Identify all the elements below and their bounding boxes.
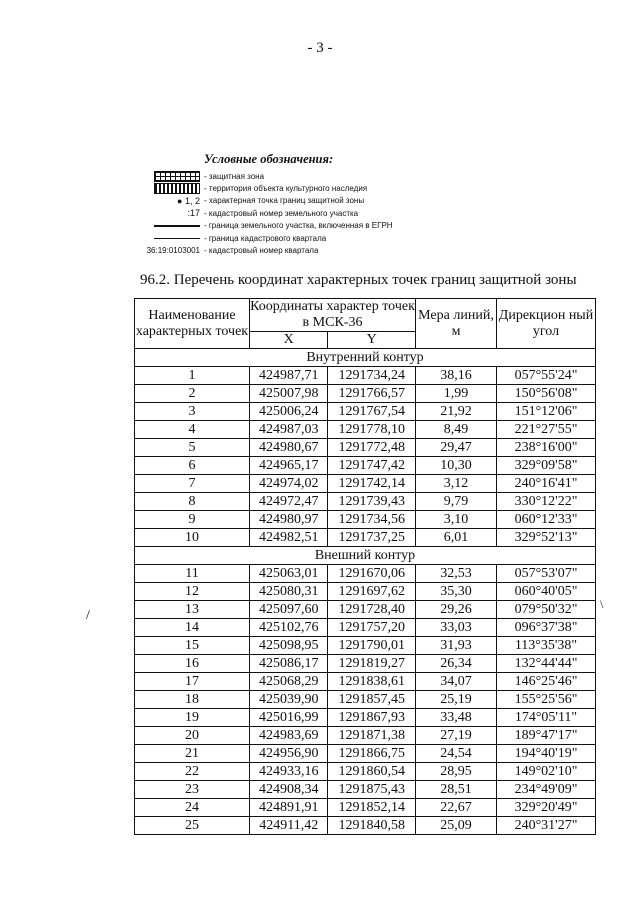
direction-angle-cell: 329°52'13" (497, 529, 596, 547)
y-coordinate-cell: 1291838,61 (328, 673, 416, 691)
table-row (135, 799, 596, 817)
point-number-cell: 14 (135, 619, 250, 637)
point-number-cell: 9 (135, 511, 250, 529)
legend-item-text: - граница кадастрового квартала (204, 233, 327, 243)
x-coordinate-cell: 424974,02 (250, 475, 328, 493)
y-coordinate-cell: 1291875,43 (328, 781, 416, 799)
direction-angle-cell: 057°55'24" (497, 367, 596, 385)
section-row (135, 547, 596, 565)
point-number-cell: 25 (135, 817, 250, 835)
x-coordinate-cell: 424983,69 (250, 727, 328, 745)
line-measure-cell: 35,30 (416, 583, 497, 601)
point-number-cell: 6 (135, 457, 250, 475)
line-measure-cell: 21,92 (416, 403, 497, 421)
line-measure-cell: 31,93 (416, 637, 497, 655)
legend-item-text: - граница земельного участка, включенная в ЕГРН (204, 221, 393, 231)
parcel-number-symbol: :17 (187, 208, 200, 219)
point-number-cell: 24 (135, 799, 250, 817)
table-row (135, 529, 596, 547)
table-row (135, 763, 596, 781)
legend-item (140, 195, 460, 207)
y-coordinate-cell: 1291860,54 (328, 763, 416, 781)
x-coordinate-cell: 425063,01 (250, 565, 328, 583)
direction-angle-cell: 096°37'38" (497, 619, 596, 637)
x-coordinate-cell: 425006,24 (250, 403, 328, 421)
legend-title: Условные обозначения: (204, 152, 334, 166)
table-row (135, 601, 596, 619)
y-coordinate-cell: 1291857,45 (328, 691, 416, 709)
header-point-name: Наименование характерных точек (135, 299, 250, 349)
y-coordinate-cell: 1291670,06 (328, 565, 416, 583)
direction-angle-cell: 113°35'38" (497, 637, 596, 655)
x-coordinate-cell: 424956,90 (250, 745, 328, 763)
table-row (135, 565, 596, 583)
point-number-cell: 2 (135, 385, 250, 403)
table-row (135, 475, 596, 493)
direction-angle-cell: 221°27'55" (497, 421, 596, 439)
direction-angle-cell: 238°16'00" (497, 439, 596, 457)
direction-angle-cell: 240°31'27" (497, 817, 596, 835)
line-measure-cell: 28,95 (416, 763, 497, 781)
x-coordinate-cell: 424980,67 (250, 439, 328, 457)
y-coordinate-cell: 1291757,20 (328, 619, 416, 637)
y-coordinate-cell: 1291819,27 (328, 655, 416, 673)
x-coordinate-cell: 424965,17 (250, 457, 328, 475)
point-number-cell: 19 (135, 709, 250, 727)
point-number-cell: 11 (135, 565, 250, 583)
direction-angle-cell: 079°50'32" (497, 601, 596, 619)
legend (140, 152, 460, 257)
x-coordinate-cell: 424987,71 (250, 367, 328, 385)
y-coordinate-cell: 1291772,48 (328, 439, 416, 457)
line-measure-cell: 26,34 (416, 655, 497, 673)
direction-angle-cell: 240°16'41" (497, 475, 596, 493)
x-coordinate-cell: 425098,95 (250, 637, 328, 655)
point-number-cell: 16 (135, 655, 250, 673)
quarter-number-symbol: 36:19:0103001 (146, 246, 200, 256)
direction-angle-cell: 155°25'56" (497, 691, 596, 709)
point-number-cell: 1 (135, 367, 250, 385)
point-number-cell: 5 (135, 439, 250, 457)
direction-angle-cell: 150°56'08" (497, 385, 596, 403)
table-row (135, 781, 596, 799)
point-number-cell: 21 (135, 745, 250, 763)
legend-item-text: - кадастровый номер земельного участка (204, 208, 359, 218)
line-measure-cell: 1,99 (416, 385, 497, 403)
line-measure-cell: 32,53 (416, 565, 497, 583)
x-coordinate-cell: 425097,60 (250, 601, 328, 619)
direction-angle-cell: 132°44'44" (497, 655, 596, 673)
header-x: X (250, 332, 328, 349)
table-row (135, 385, 596, 403)
point-number-cell: 12 (135, 583, 250, 601)
direction-angle-cell: 189°47'17" (497, 727, 596, 745)
y-coordinate-cell: 1291840,58 (328, 817, 416, 835)
line-measure-cell: 3,10 (416, 511, 497, 529)
x-coordinate-cell: 424987,03 (250, 421, 328, 439)
line-measure-cell: 3,12 (416, 475, 497, 493)
legend-item (140, 170, 460, 182)
table-row (135, 421, 596, 439)
y-coordinate-cell: 1291734,24 (328, 367, 416, 385)
line-measure-cell: 9,79 (416, 493, 497, 511)
x-coordinate-cell: 425039,90 (250, 691, 328, 709)
direction-angle-cell: 146°25'46" (497, 673, 596, 691)
x-coordinate-cell: 425068,29 (250, 673, 328, 691)
thick-line-icon (154, 225, 200, 227)
x-coordinate-cell: 424933,16 (250, 763, 328, 781)
point-number-cell: 23 (135, 781, 250, 799)
direction-angle-cell: 194°40'19" (497, 745, 596, 763)
direction-angle-cell: 329°09'58" (497, 457, 596, 475)
header-coordinates: Координаты характер точек в МСК-36 (250, 299, 415, 330)
x-coordinate-cell: 424891,91 (250, 799, 328, 817)
table-row (135, 367, 596, 385)
x-coordinate-cell: 424908,34 (250, 781, 328, 799)
point-number-cell: 10 (135, 529, 250, 547)
grid-hatch-icon (154, 171, 200, 182)
y-coordinate-cell: 1291734,56 (328, 511, 416, 529)
line-measure-cell: 8,49 (416, 421, 497, 439)
line-measure-cell: 38,16 (416, 367, 497, 385)
x-coordinate-cell: 424980,97 (250, 511, 328, 529)
table-row (135, 403, 596, 421)
table-row (135, 673, 596, 691)
y-coordinate-cell: 1291852,14 (328, 799, 416, 817)
header-y: Y (328, 332, 416, 349)
y-coordinate-cell: 1291747,42 (328, 457, 416, 475)
table-row (135, 637, 596, 655)
point-number-cell: 22 (135, 763, 250, 781)
table-row (135, 619, 596, 637)
page-number: - 3 - (307, 40, 333, 56)
header-line-measure: Мера линий, м (416, 299, 497, 349)
legend-item-text: - защитная зона (204, 171, 265, 181)
legend-item-text: - характерная точка границ защитной зоны (204, 196, 365, 206)
margin-mark: / (86, 608, 90, 623)
direction-angle-cell: 060°12'33" (497, 511, 596, 529)
table-row (135, 817, 596, 835)
point-number-cell: 17 (135, 673, 250, 691)
y-coordinate-cell: 1291697,62 (328, 583, 416, 601)
section-title: Внешний контур (135, 547, 596, 565)
margin-mark: \ (600, 597, 604, 611)
y-coordinate-cell: 1291790,01 (328, 637, 416, 655)
line-measure-cell: 25,09 (416, 817, 497, 835)
y-coordinate-cell: 1291742,14 (328, 475, 416, 493)
direction-angle-cell: 057°53'07" (497, 565, 596, 583)
table-row (135, 709, 596, 727)
line-measure-cell: 10,30 (416, 457, 497, 475)
table-row (135, 457, 596, 475)
direction-angle-cell: 174°05'11" (497, 709, 596, 727)
line-measure-cell: 25,19 (416, 691, 497, 709)
legend-item (140, 182, 460, 194)
section-heading: 96.2. Перечень координат характерных точек границ защитной зоны (140, 272, 577, 288)
x-coordinate-cell: 425007,98 (250, 385, 328, 403)
table-row (135, 493, 596, 511)
x-coordinate-cell: 425086,17 (250, 655, 328, 673)
stripe-hatch-icon (154, 183, 200, 194)
section-title: Внутренний контур (135, 349, 596, 367)
x-coordinate-cell: 424972,47 (250, 493, 328, 511)
y-coordinate-cell: 1291737,25 (328, 529, 416, 547)
direction-angle-cell: 151°12'06" (497, 403, 596, 421)
point-number-cell: 3 (135, 403, 250, 421)
point-number-cell: 7 (135, 475, 250, 493)
table-body (135, 349, 596, 835)
point-number-cell: 8 (135, 493, 250, 511)
direction-angle-cell: 060°40'05" (497, 583, 596, 601)
table-row (135, 691, 596, 709)
y-coordinate-cell: 1291867,93 (328, 709, 416, 727)
legend-item (140, 220, 460, 232)
x-coordinate-cell: 424982,51 (250, 529, 328, 547)
y-coordinate-cell: 1291871,38 (328, 727, 416, 745)
direction-angle-cell: 330°12'22" (497, 493, 596, 511)
direction-angle-cell: 234°49'09" (497, 781, 596, 799)
line-measure-cell: 6,01 (416, 529, 497, 547)
x-coordinate-cell: 425080,31 (250, 583, 328, 601)
line-measure-cell: 22,67 (416, 799, 497, 817)
line-measure-cell: 29,47 (416, 439, 497, 457)
line-measure-cell: 27,19 (416, 727, 497, 745)
line-measure-cell: 29,26 (416, 601, 497, 619)
legend-item-text: - кадастровый номер квартала (204, 246, 319, 256)
y-coordinate-cell: 1291866,75 (328, 745, 416, 763)
legend-item (140, 207, 460, 219)
thin-line-icon (154, 238, 200, 239)
point-number-cell: 18 (135, 691, 250, 709)
x-coordinate-cell: 424911,42 (250, 817, 328, 835)
section-row (135, 349, 596, 367)
y-coordinate-cell: 1291778,10 (328, 421, 416, 439)
y-coordinate-cell: 1291739,43 (328, 493, 416, 511)
x-coordinate-cell: 425102,76 (250, 619, 328, 637)
table-row (135, 727, 596, 745)
line-measure-cell: 34,07 (416, 673, 497, 691)
line-measure-cell: 33,48 (416, 709, 497, 727)
legend-item (140, 244, 460, 256)
y-coordinate-cell: 1291728,40 (328, 601, 416, 619)
legend-item-text: - территория объекта культурного наследия (204, 184, 368, 194)
header-direction-angle: Дирекцион ный угол (497, 299, 596, 349)
table-row (135, 745, 596, 763)
line-measure-cell: 24,54 (416, 745, 497, 763)
y-coordinate-cell: 1291766,57 (328, 385, 416, 403)
table-row (135, 655, 596, 673)
table-row (135, 511, 596, 529)
x-coordinate-cell: 425016,99 (250, 709, 328, 727)
point-number-cell: 4 (135, 421, 250, 439)
line-measure-cell: 28,51 (416, 781, 497, 799)
point-number-cell: 13 (135, 601, 250, 619)
coordinates-table (134, 298, 596, 835)
y-coordinate-cell: 1291767,54 (328, 403, 416, 421)
point-number-cell: 15 (135, 637, 250, 655)
point-marker-symbol: ● 1, 2 (177, 195, 200, 206)
legend-item (140, 232, 460, 244)
table-row (135, 583, 596, 601)
direction-angle-cell: 149°02'10" (497, 763, 596, 781)
line-measure-cell: 33,03 (416, 619, 497, 637)
direction-angle-cell: 329°20'49" (497, 799, 596, 817)
table-row (135, 439, 596, 457)
point-number-cell: 20 (135, 727, 250, 745)
